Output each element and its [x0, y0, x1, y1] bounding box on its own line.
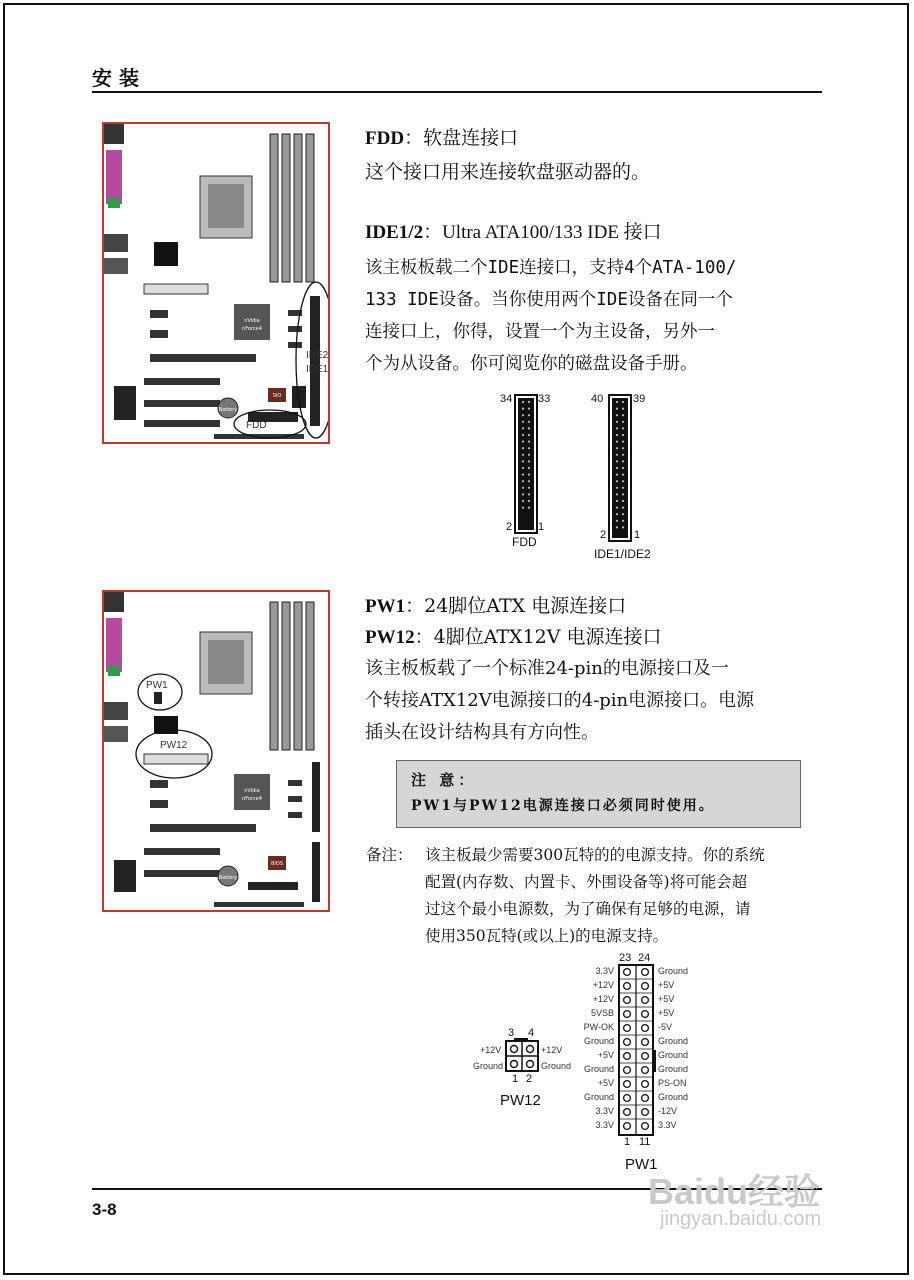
ide-desc-line-1: 该主板板载二个IDE连接口，支持4个ATA-100/	[365, 258, 737, 278]
pw1-pin-11: 11	[639, 1136, 651, 1148]
connector-pin	[522, 408, 524, 410]
connector-pin	[522, 460, 524, 462]
connector-pin	[616, 421, 618, 423]
pw1-left-label: +5V	[597, 1078, 614, 1088]
connector-pin	[622, 467, 624, 469]
pw1-title	[365, 590, 626, 623]
pw1-pin	[642, 1123, 649, 1130]
pw12-right-label-2: Ground	[541, 1061, 572, 1071]
connector-pin	[616, 447, 618, 449]
ide-title-rest: ：Ultra ATA100/133 IDE 接口	[423, 222, 662, 243]
connector-pin	[616, 408, 618, 410]
fdd-title-rest: ：软盘连接口	[404, 127, 519, 149]
pw1-pin	[642, 1039, 649, 1046]
pw1-pin	[642, 1011, 649, 1018]
connector-pin	[522, 493, 524, 495]
connector-pin	[622, 454, 624, 456]
remark-line-3: 过这个最小电源数，为了确保有足够的电源，请	[425, 900, 751, 918]
connector-pin	[528, 441, 530, 443]
pw1-pin-1: 1	[624, 1136, 631, 1148]
ide2-label: IDE2	[306, 350, 329, 361]
connector-pin	[528, 447, 530, 449]
chipset-label-2: nVidia	[244, 788, 260, 794]
pw1-right-label: PS-ON	[658, 1078, 687, 1088]
pw1-left-label: PW-OK	[583, 1022, 614, 1032]
ide-pin-1: 1	[634, 529, 641, 541]
ide-desc-line-2: 133 IDE设备。当你使用两个IDE设备在同一个	[365, 290, 733, 310]
pw1-pin	[642, 1081, 649, 1088]
pw1-pin	[624, 1109, 631, 1116]
connector-pin	[622, 474, 624, 476]
fdd-pin-33: 33	[538, 393, 551, 405]
pw1-pin	[624, 1039, 631, 1046]
ide-term: IDE1/2	[365, 222, 424, 243]
connector-pin	[528, 460, 530, 462]
ide-pin-39: 39	[633, 393, 646, 405]
pw1-pin-24: 24	[638, 952, 651, 964]
connector-pin	[622, 507, 624, 509]
pw-desc-line-2: 个转接ATX12V电源接口的4-pin电源接口。电源	[365, 690, 755, 711]
fdd-board-label: FDD	[246, 420, 267, 431]
connector-pin	[522, 480, 524, 482]
connector-pin	[622, 520, 624, 522]
connector-pin	[622, 447, 624, 449]
connector-pin	[616, 460, 618, 462]
pw12-right-label-1: +12V	[541, 1045, 563, 1055]
connector-pin	[522, 474, 524, 476]
pw1-right-label: +5V	[658, 980, 675, 990]
pw1-pin	[624, 983, 631, 990]
connector-pin	[528, 467, 530, 469]
connector-pin	[528, 427, 530, 429]
connector-pin	[616, 507, 618, 509]
connector-pin	[616, 401, 618, 403]
connector-pin	[616, 500, 618, 502]
connector-pin	[622, 414, 624, 416]
pw-desc-line-3: 插头在设计结构具有方向性。	[365, 722, 599, 743]
sio-label: SIO	[272, 393, 282, 399]
connector-pin	[616, 493, 618, 495]
pw12-left-label-1: +12V	[480, 1045, 502, 1055]
connector-pin	[528, 500, 530, 502]
connector-pin	[622, 421, 624, 423]
pw12-left-label-2: Ground	[473, 1061, 504, 1071]
pw12-pin-3: 3	[508, 1027, 515, 1039]
pw1-pin	[642, 1053, 649, 1060]
connector-pin	[522, 500, 524, 502]
ide-pin-40: 40	[591, 393, 604, 405]
motherboard-diagram-ide	[102, 122, 330, 444]
pw1-pin	[642, 1067, 649, 1074]
pw1-right-label: Ground	[658, 1092, 689, 1102]
connector-pin	[622, 427, 624, 429]
chipset-model-2: nForce4	[242, 796, 262, 802]
connector-pin	[616, 480, 618, 482]
pw1-left-label: +5V	[597, 1050, 614, 1060]
section-title: 安 装	[92, 66, 139, 90]
pw1-pin-23: 23	[619, 952, 632, 964]
pw1-left-label: +12V	[592, 980, 614, 990]
pw1-pin	[642, 983, 649, 990]
pw1-pin	[624, 1095, 631, 1102]
motherboard-layout-power	[104, 592, 328, 910]
connector-pin	[522, 441, 524, 443]
connector-pin	[528, 421, 530, 423]
pw12-term: PW12	[365, 627, 415, 648]
bios-label: BIOS	[270, 861, 284, 867]
pw1-pin	[642, 1095, 649, 1102]
pw1-right-label: -12V	[658, 1106, 678, 1116]
pw1-left-label: 3.3V	[595, 1120, 614, 1130]
connector-pin	[528, 474, 530, 476]
pw-desc-line-1: 该主板板载了一个标准24-pin的电源接口及一	[365, 658, 729, 679]
battery-label-2: Battery	[218, 875, 238, 881]
connector-pin	[522, 507, 524, 509]
pw1-pin	[624, 969, 631, 976]
pw1-pin	[624, 1081, 631, 1088]
connector-pin	[622, 487, 624, 489]
pw12-pin-1: 1	[512, 1073, 519, 1085]
ide-caption: IDE1/IDE2	[594, 547, 651, 561]
connector-pin	[528, 507, 530, 509]
pw1-pin	[642, 997, 649, 1004]
fdd-caption: FDD	[512, 535, 537, 549]
connector-pin	[528, 487, 530, 489]
pw12-caption: PW12	[500, 1092, 541, 1109]
connector-pin	[622, 434, 624, 436]
connector-pin	[616, 467, 618, 469]
pw1-pin	[624, 997, 631, 1004]
remark-line-2: 配置(内存数、内置卡、外围设备等)将可能会超	[425, 873, 748, 891]
pw12-board-label: PW12	[160, 740, 188, 751]
connector-pin	[622, 460, 624, 462]
pw1-right-label: +5V	[658, 1008, 675, 1018]
motherboard-layout	[104, 124, 328, 442]
pw1-right-label: Ground	[658, 1064, 689, 1074]
connector-pin	[528, 408, 530, 410]
ide-desc-line-3: 连接口上，你得，设置一个为主设备，另外一	[365, 322, 715, 342]
connector-pin	[622, 408, 624, 410]
pw1-pin	[642, 969, 649, 976]
pw1-left-label: Ground	[583, 1092, 614, 1102]
fdd-pin-34: 34	[500, 393, 513, 405]
connector-pin	[522, 487, 524, 489]
connector-pin	[616, 427, 618, 429]
connector-pin	[522, 467, 524, 469]
fdd-connector	[514, 394, 538, 534]
pw1-right-label: 3.3V	[658, 1120, 677, 1130]
pw1-caption: PW1	[625, 1156, 658, 1173]
pw1-pin	[642, 1109, 649, 1116]
connector-pin	[616, 414, 618, 416]
motherboard-diagram-power	[102, 590, 330, 912]
pw1-pin	[624, 1067, 631, 1074]
connector-pin	[616, 526, 618, 528]
fdd-pin-1: 1	[538, 521, 545, 533]
pw12-pin-2: 2	[526, 1073, 533, 1085]
battery-label: Battery	[218, 407, 238, 413]
ide-desc-line-4: 个为从设备。你可阅览你的磁盘设备手册。	[365, 354, 698, 374]
ide-title	[365, 216, 662, 249]
connector-pin	[622, 513, 624, 515]
connector-pin	[522, 414, 524, 416]
connector-pin	[622, 480, 624, 482]
connector-pin	[622, 493, 624, 495]
fdd-term: FDD	[365, 128, 405, 149]
connector-pin	[522, 427, 524, 429]
fdd-pin-2: 2	[506, 521, 513, 533]
connector-pin	[616, 520, 618, 522]
connector-pin	[528, 493, 530, 495]
remark-line-4: 使用350瓦特(或以上)的电源支持。	[425, 927, 669, 945]
pw1-title-rest: ：24脚位ATX 电源连接口	[405, 595, 627, 617]
connector-pin	[622, 401, 624, 403]
note-text: PW1与PW12电源连接口必须同时使用。	[411, 798, 715, 814]
pw1-left-label: 5VSB	[590, 1008, 614, 1018]
ide-connector	[608, 394, 632, 542]
pw1-right-label: +5V	[658, 994, 675, 1004]
page-number: 3-8	[92, 1200, 117, 1219]
connector-pin	[622, 441, 624, 443]
pw1-pin	[624, 1025, 631, 1032]
connector-pin	[522, 447, 524, 449]
pw12-pin-4: 4	[528, 1027, 535, 1039]
note-box	[396, 760, 801, 828]
connector-pin	[528, 480, 530, 482]
pw1-right-label: Ground	[658, 1050, 689, 1060]
pw1-term: PW1	[365, 596, 406, 617]
pw1-pin	[624, 1053, 631, 1060]
pw1-right-label: -5V	[658, 1022, 673, 1032]
remark-label: 备注：	[366, 846, 413, 864]
connector-pin	[528, 434, 530, 436]
connector-pin	[528, 414, 530, 416]
pw1-right-label: Ground	[658, 1036, 689, 1046]
ide-pin-2: 2	[600, 529, 607, 541]
watermark-brand: Baidu经验	[648, 1171, 821, 1212]
pw1-pin	[642, 1025, 649, 1032]
watermark-url: jingyan.baidu.com	[660, 1208, 822, 1230]
pw1-left-label: 3.3V	[595, 1106, 614, 1116]
header-rule	[92, 91, 822, 93]
connector-pin	[522, 401, 524, 403]
connector-pin	[616, 434, 618, 436]
pw12-connector	[505, 1038, 539, 1072]
pw1-board-label: PW1	[146, 680, 168, 691]
ide1-label: IDE1	[306, 364, 329, 375]
pw1-left-label: Ground	[583, 1036, 614, 1046]
pw1-connector	[618, 964, 658, 1136]
pw12-title-rest: ：4脚位ATX12V 电源连接口	[414, 626, 662, 648]
connector-pin	[616, 454, 618, 456]
pw1-left-label: +12V	[592, 994, 614, 1004]
connector-pin	[616, 441, 618, 443]
connector-pin	[522, 421, 524, 423]
connector-pin	[616, 513, 618, 515]
chipset-model: nForce4	[242, 326, 262, 332]
pw1-left-label: Ground	[583, 1064, 614, 1074]
connector-pin	[522, 454, 524, 456]
pw1-left-label: 3.3V	[595, 966, 614, 976]
connector-pin	[528, 454, 530, 456]
connector-pin	[622, 500, 624, 502]
pw12-title	[365, 621, 662, 654]
connector-pin	[528, 401, 530, 403]
fdd-desc: 这个接口用来连接软盘驱动器的。	[365, 161, 651, 183]
pw1-pin	[624, 1011, 631, 1018]
note-title: 注 意：	[411, 771, 478, 789]
connector-pin	[616, 487, 618, 489]
connector-pin	[616, 474, 618, 476]
remark-line-1: 该主板最少需要300瓦特的的电源支持。你的系统	[425, 846, 765, 864]
pw1-pin	[624, 1123, 631, 1130]
pw1-right-label: Ground	[658, 966, 689, 976]
connector-pin	[622, 526, 624, 528]
fdd-title	[365, 122, 518, 155]
chipset-label: nVidia	[244, 318, 260, 324]
connector-pin	[522, 434, 524, 436]
